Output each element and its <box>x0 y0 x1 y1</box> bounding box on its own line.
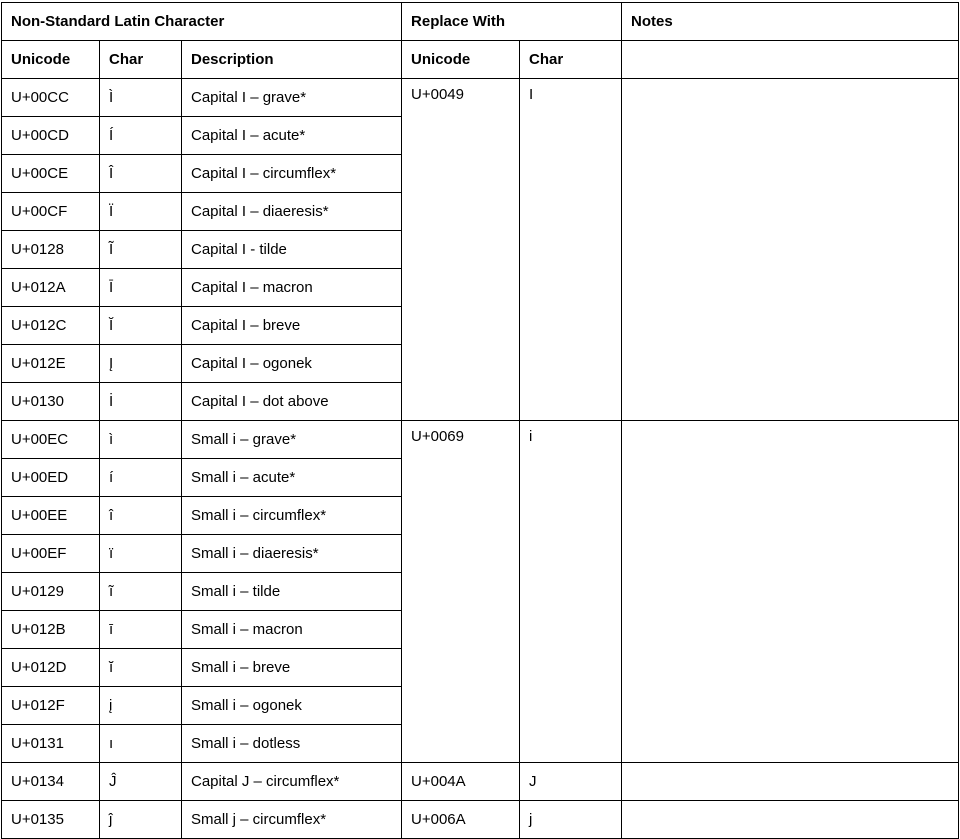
unicode-cell: U+0135 <box>2 801 100 839</box>
description-cell: Capital I – ogonek <box>182 345 402 383</box>
char-cell: ì <box>100 421 182 459</box>
description-cell: Capital I – acute* <box>182 117 402 155</box>
description-cell: Capital J – circumflex* <box>182 763 402 801</box>
char-cell: î <box>100 497 182 535</box>
subheader-description: Description <box>182 41 402 79</box>
subheader-unicode: Unicode <box>2 41 100 79</box>
unicode-cell: U+0134 <box>2 763 100 801</box>
char-cell: Ĩ <box>100 231 182 269</box>
character-replacement-table <box>1 2 959 839</box>
char-cell: ı <box>100 725 182 763</box>
char-cell: į <box>100 687 182 725</box>
unicode-cell: U+00EE <box>2 497 100 535</box>
subheader-char: Char <box>100 41 182 79</box>
char-cell: Į <box>100 345 182 383</box>
char-cell: Ī <box>100 269 182 307</box>
notes-cell <box>622 763 959 801</box>
description-cell: Capital I – circumflex* <box>182 155 402 193</box>
description-cell: Capital I – grave* <box>182 79 402 117</box>
unicode-cell: U+012C <box>2 307 100 345</box>
replace-unicode-cell: U+0069 <box>402 421 520 763</box>
description-cell: Capital I – macron <box>182 269 402 307</box>
unicode-cell: U+012E <box>2 345 100 383</box>
replace-unicode-cell: U+0049 <box>402 79 520 421</box>
char-cell: Ĭ <box>100 307 182 345</box>
char-cell: Ï <box>100 193 182 231</box>
notes-cell <box>622 421 959 763</box>
subheader-notes-empty <box>622 41 959 79</box>
char-cell: Ì <box>100 79 182 117</box>
header-replace-with: Replace With <box>402 3 622 41</box>
char-cell: ī <box>100 611 182 649</box>
header-sub-row <box>2 41 959 79</box>
replace-char-cell: j <box>520 801 622 839</box>
unicode-cell: U+012F <box>2 687 100 725</box>
header-group-row <box>2 3 959 41</box>
description-cell: Small j – circumflex* <box>182 801 402 839</box>
subheader-replace-char: Char <box>520 41 622 79</box>
char-cell: ĩ <box>100 573 182 611</box>
description-cell: Capital I – dot above <box>182 383 402 421</box>
description-cell: Small i – acute* <box>182 459 402 497</box>
description-cell: Small i – dotless <box>182 725 402 763</box>
char-cell: Í <box>100 117 182 155</box>
table-row <box>2 79 959 117</box>
description-cell: Capital I – diaeresis* <box>182 193 402 231</box>
header-notes: Notes <box>622 3 959 41</box>
char-cell: İ <box>100 383 182 421</box>
description-cell: Small i – ogonek <box>182 687 402 725</box>
description-cell: Capital I - tilde <box>182 231 402 269</box>
unicode-cell: U+00EC <box>2 421 100 459</box>
unicode-cell: U+00CE <box>2 155 100 193</box>
unicode-cell: U+00CD <box>2 117 100 155</box>
char-cell: ĭ <box>100 649 182 687</box>
char-cell: ĵ <box>100 801 182 839</box>
unicode-cell: U+00CF <box>2 193 100 231</box>
char-cell: ï <box>100 535 182 573</box>
description-cell: Small i – macron <box>182 611 402 649</box>
unicode-cell: U+012D <box>2 649 100 687</box>
replace-unicode-cell: U+004A <box>402 763 520 801</box>
table-row <box>2 763 959 801</box>
replace-unicode-cell: U+006A <box>402 801 520 839</box>
char-cell: í <box>100 459 182 497</box>
char-cell: Î <box>100 155 182 193</box>
description-cell: Small i – tilde <box>182 573 402 611</box>
unicode-cell: U+00CC <box>2 79 100 117</box>
unicode-cell: U+0128 <box>2 231 100 269</box>
description-cell: Small i – circumflex* <box>182 497 402 535</box>
unicode-cell: U+0131 <box>2 725 100 763</box>
notes-cell <box>622 801 959 839</box>
unicode-cell: U+012B <box>2 611 100 649</box>
char-cell: Ĵ <box>100 763 182 801</box>
replace-char-cell: I <box>520 79 622 421</box>
subheader-replace-unicode: Unicode <box>402 41 520 79</box>
table-row <box>2 421 959 459</box>
description-cell: Small i – breve <box>182 649 402 687</box>
replace-char-cell: J <box>520 763 622 801</box>
description-cell: Small i – diaeresis* <box>182 535 402 573</box>
description-cell: Small i – grave* <box>182 421 402 459</box>
unicode-cell: U+0130 <box>2 383 100 421</box>
description-cell: Capital I – breve <box>182 307 402 345</box>
header-non-standard: Non-Standard Latin Character <box>2 3 402 41</box>
replace-char-cell: i <box>520 421 622 763</box>
notes-cell <box>622 79 959 421</box>
unicode-cell: U+00ED <box>2 459 100 497</box>
unicode-cell: U+00EF <box>2 535 100 573</box>
unicode-cell: U+0129 <box>2 573 100 611</box>
table-row <box>2 801 959 839</box>
unicode-cell: U+012A <box>2 269 100 307</box>
